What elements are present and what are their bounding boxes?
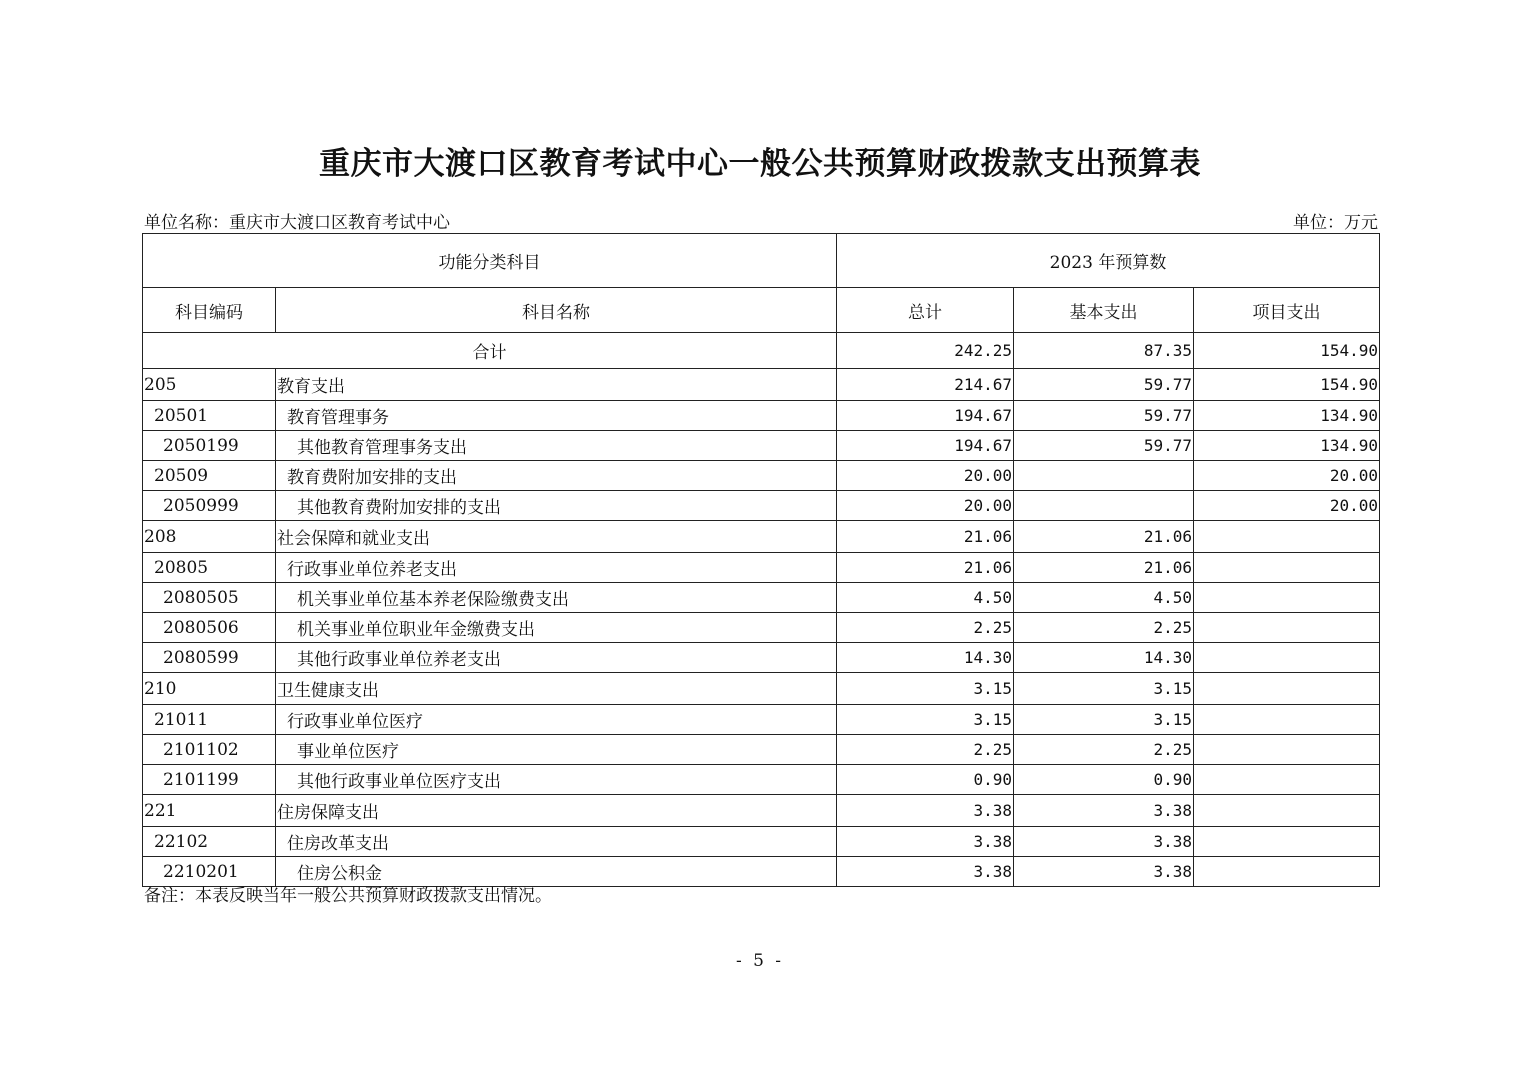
unit-label: 单位：万元 [1293,213,1378,233]
row-basic: 14.30 [1014,643,1194,673]
row-name: 教育支出 [276,369,837,401]
row-basic: 2.25 [1014,735,1194,765]
table-row [143,827,1380,857]
row-project [1194,583,1380,613]
header-total: 总计 [837,288,1014,333]
row-total: 194.67 [837,431,1014,461]
row-code: 210 [143,673,276,705]
row-total: 20.00 [837,461,1014,491]
total-total: 242.25 [837,333,1014,369]
row-code: 2080599 [143,643,276,673]
row-total: 214.67 [837,369,1014,401]
table-row [143,491,1380,521]
table-row [143,521,1380,553]
row-project: 20.00 [1194,461,1380,491]
table-row [143,705,1380,735]
row-project [1194,705,1380,735]
row-total: 3.38 [837,857,1014,887]
header-row-2 [143,288,1380,333]
row-name: 机关事业单位职业年金缴费支出 [276,613,837,643]
table-row [143,431,1380,461]
row-total: 194.67 [837,401,1014,431]
row-code: 2101102 [143,735,276,765]
total-basic: 87.35 [1014,333,1194,369]
row-basic: 2.25 [1014,613,1194,643]
row-total: 3.15 [837,673,1014,705]
row-project [1194,795,1380,827]
row-basic: 59.77 [1014,369,1194,401]
row-total: 3.38 [837,795,1014,827]
row-name: 其他教育费附加安排的支出 [276,491,837,521]
footnote: 备注：本表反映当年一般公共预算财政拨款支出情况。 [144,886,552,906]
row-project: 154.90 [1194,369,1380,401]
row-name: 行政事业单位医疗 [276,705,837,735]
header-basic: 基本支出 [1014,288,1194,333]
row-basic: 3.15 [1014,673,1194,705]
row-code: 20509 [143,461,276,491]
row-total: 0.90 [837,765,1014,795]
row-code: 2050199 [143,431,276,461]
row-basic: 3.38 [1014,795,1194,827]
row-project [1194,827,1380,857]
row-project [1194,673,1380,705]
row-total: 21.06 [837,521,1014,553]
row-name: 其他行政事业单位医疗支出 [276,765,837,795]
row-basic: 0.90 [1014,765,1194,795]
table-row [143,553,1380,583]
row-code: 221 [143,795,276,827]
row-total: 4.50 [837,583,1014,613]
table-row [143,461,1380,491]
page-number: - 5 - [735,951,785,971]
row-code: 2050999 [143,491,276,521]
row-code: 205 [143,369,276,401]
row-project [1194,735,1380,765]
table-row [143,401,1380,431]
row-name: 事业单位医疗 [276,735,837,765]
header-row-1 [143,234,1380,288]
row-name: 教育费附加安排的支出 [276,461,837,491]
row-project [1194,857,1380,887]
row-name: 社会保障和就业支出 [276,521,837,553]
row-basic [1014,491,1194,521]
row-project: 20.00 [1194,491,1380,521]
row-project: 134.90 [1194,401,1380,431]
row-project [1194,643,1380,673]
budget-table [142,233,1380,887]
total-project: 154.90 [1194,333,1380,369]
row-name: 机关事业单位基本养老保险缴费支出 [276,583,837,613]
row-project: 134.90 [1194,431,1380,461]
header-category: 功能分类科目 [143,234,837,288]
row-total: 21.06 [837,553,1014,583]
row-code: 2210201 [143,857,276,887]
row-code: 2080506 [143,613,276,643]
row-project [1194,765,1380,795]
row-code: 20805 [143,553,276,583]
row-name: 住房保障支出 [276,795,837,827]
row-total: 3.15 [837,705,1014,735]
row-code: 20501 [143,401,276,431]
row-name: 教育管理事务 [276,401,837,431]
table-row [143,795,1380,827]
row-basic: 59.77 [1014,431,1194,461]
header-project: 项目支出 [1194,288,1380,333]
row-total: 14.30 [837,643,1014,673]
table-row [143,369,1380,401]
row-code: 2080505 [143,583,276,613]
row-project [1194,521,1380,553]
row-name: 卫生健康支出 [276,673,837,705]
table-row [143,613,1380,643]
row-basic: 21.06 [1014,521,1194,553]
row-total: 2.25 [837,735,1014,765]
header-year-budget: 2023 年预算数 [837,234,1380,288]
row-code: 2101199 [143,765,276,795]
row-name: 其他行政事业单位养老支出 [276,643,837,673]
row-basic: 3.38 [1014,827,1194,857]
table-row [143,583,1380,613]
row-project [1194,553,1380,583]
header-name: 科目名称 [276,288,837,333]
row-name: 行政事业单位养老支出 [276,553,837,583]
row-name: 住房公积金 [276,857,837,887]
row-basic: 59.77 [1014,401,1194,431]
row-basic: 3.38 [1014,857,1194,887]
unit-name-label: 单位名称：重庆市大渡口区教育考试中心 [144,213,450,233]
row-basic [1014,461,1194,491]
row-code: 22102 [143,827,276,857]
table-row [143,673,1380,705]
row-code: 21011 [143,705,276,735]
row-name: 住房改革支出 [276,827,837,857]
row-code: 208 [143,521,276,553]
header-code: 科目编码 [143,288,276,333]
row-total: 3.38 [837,827,1014,857]
row-total: 20.00 [837,491,1014,521]
row-basic: 4.50 [1014,583,1194,613]
page-title: 重庆市大渡口区教育考试中心一般公共预算财政拨款支出预算表 [319,146,1201,182]
row-basic: 3.15 [1014,705,1194,735]
table-row [143,643,1380,673]
table-row [143,765,1380,795]
table-row [143,735,1380,765]
row-project [1194,613,1380,643]
row-basic: 21.06 [1014,553,1194,583]
row-total: 2.25 [837,613,1014,643]
row-name: 其他教育管理事务支出 [276,431,837,461]
total-label: 合计 [143,333,837,369]
total-row [143,333,1380,369]
